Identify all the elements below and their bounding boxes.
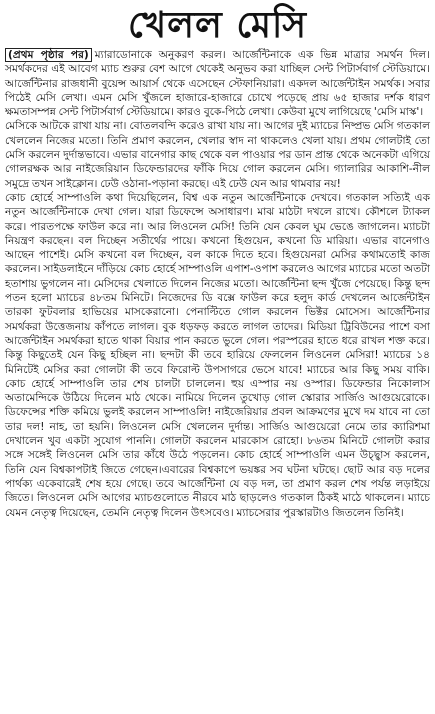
- article-paragraph: [5, 48, 430, 119]
- continued-from-front-page-label: (প্রথম পৃষ্ঠার পর): [5, 48, 92, 62]
- article-paragraph: মেসিকে আটকে রাখা যায় না। বোতলবন্দি করেও রাখা যায় না। আগের দুই ম্যাচের নিষ্প্রভ মেসি গতকাল খেললেন নিজের মতো। তিনি প্রমাণ করলেন, খেলার স্বাদ না থাকলেও খেলা যায়। প্রথম গোলটাই তো মেসি করলেন দুর্দান্তভাবে। এভার বানেগার কাছ থেকে বল পাওয়ার পর ডান প্রান্ত থেকে অনেকটা এগিয়ে গোলরক্ষক আর নাইজেরিয়ান ডিফেন্ডারদের ফাঁকি দিয়ে গোল করলেন মেসি। গ্যালারির আকাশি-নীল সমুদ্রে তখন সাইক্লোন। ঢেউ ওঠানা-পড়ানা করছে। এই ঢেউ যেন আর থামবার নয়!: [5, 120, 430, 190]
- paragraph-text: ম্যারাডোনাকে অনুকরণ করল। আর্জেন্টিনাকে এক ভিন্ন মাত্রার সমর্থন দিল। সমর্থকদের এই আবেগ ম্যাচ শুরুর বেশ আগে থেকেই অনুভব করা যাচ্ছিল সেন্ট পিটার্সবার্গ স্টেডিয়ামে। আর্জেন্টিনার রাজধানী বুয়েন্স আয়ার্স থেকে এসেছেন স্টেফানিয়ারা। একদল আর্জেন্টাইন সমর্থক। সবার পিঠেই মেসি লেখা। এমন মেসি খুঁজলে হাজারে-হাজারে চোখে পড়েছে প্রায় ৬৫ হাজার দর্শক ধারণ ক্ষমতাসম্পন্ন সেন্ট পিটার্সবার্গ স্টেডিয়ামে। কারও বুকে-পিঠে লেখা। কেউবা মুখে লাগিয়েছে 'মেসি মাস্ক'।: [5, 49, 430, 119]
- article-body: [5, 48, 430, 520]
- article-paragraph: কোচ হোর্হে সাম্পাওলি কথা দিয়েছিলেন, বিশ্ব এক নতুন আর্জেন্টিনাকে দেখবে। গতকাল সত্যিই এক নতুন আর্জেন্টিনাকে দেখা গেল। যারা ডিফেন্সে অসাধারণ। মাঝ মাঠটা দখলে রাখে। কৌশলে ট্যাকল করে। পারতপক্ষে ফাউল করে না। আর লিওনেল মেসি! তিনি যেন কেবল ঘুম ভেঙে জাগলেন। ম্যাচটা নিয়ন্ত্রণ করছেন। বল দিচ্ছেন সতীর্থের পায়ে। কখনো হিগুয়েন, কখনো ডি মারিয়া। এভার বানেগাও আছেন পাশেই। মেসি কখনো বল দিচ্ছেন, বল কাকে দিতে হবে। হিগুয়েনরা মেসির কথামতোই কাজ করলেন। সাইডলাইনে দাঁড়িয়ে কোচ হোর্হে সাম্পাওলি এপাশ-ওপাশ করলেও আগের ম্যাচের মতো অতটা হতাশায় ভুগলেন না। মেসিদের খেলাতে দিলেন নিজের মতো। আর্জেন্টিনা ছন্দ খুঁজে পেয়েছে। কিন্তু ছন্দ পতন হলো ম্যাচের ৪৮তম মিনিটে। নিজেদের ডি বক্সে ফাউল করে হলুদ কার্ড দেখলেন আর্জেন্টাইন তারকা ফুটবলার হাভিয়ের মাসকেরানো। পেনাল্টিতে গোল করলেন ভিক্টর মোসেস। আর্জেন্টিনার সমর্থকরা উত্তেজনায় কাঁপতে লাগল। বুক ধড়ফড় করতে লাগল তাদের। মিডিয়া ট্রিবিউনের পাশে বসা আর্জেন্টাইন সমর্থকরা হাতে থাকা বিয়ার পান করতে ভুলে গেল। পরস্পরের হাতে ধরে রাখল শক্ত করে। কিন্তু কিছুতেই যেন কিছু হচ্ছিল না। ছন্দটা কী তবে হারিয়ে ফেললেন লিওনেল মেসিরা! ম্যাচের ১৪ মিনিটেই মেসির করা গোলটা কী তবে ফিরোল্ট উপসাগরে ভেসে যাবে! ম্যাচের আর কিছু সময় বাকি। কোচ হোর্হে সাম্পাওলি তার শেষ চালটা চাললেন। হুয় এস্পার নয় ওস্পার। ডিফেন্ডার নিকোলাস অতামেন্দিকে উঠিয়ে দিলেন মাঠ থেকে। নামিয়ে দিলেন তুখোড় গোল স্কোরার সার্জিও আগুয়েরোকে। ডিফেন্সের শক্তি কমিয়ে ভুলই করলেন সাম্পাওলি! নাইজেরিয়ার প্রবল আক্রমণের মুখে দম যাবে না তো তার দল! নাহ, তা হয়নি। লিওনেল মেসি খেললেন দুর্দান্ত। সার্জিও আগুয়েরো নেমে তার ক্যারিশমা দেখালেন খুব একটা সুযোগ পাননি। গোলটা করলেন মারকোস রোহো। ৮৬তম মিনিটে গোলটা করার সঙ্গে সঙ্গেই লিওনেল মেসি তার কাঁধে উঠে পড়লেন। কোচ হোর্হে সাম্পাওলি এমন উচ্ছ্বাস করলেন, তিনি যেন বিশ্বকাপটাই জিতে গেছেন।এবারের বিশ্বকাপে ভয়ঙ্কর সব ঘটনা ঘটছে। ছোট আর বড় দলের পার্থক্য একেবারেই শেষ হয়ে গেছে। তবে আর্জেন্টিনা যে বড় দল, তা প্রমাণ করল শেষ পর্যন্ত লড়াইয়ে জিতে। লিওনেল মেসি আগের ম্যাচগুলোতে নীরবে মাঠ ছাড়লেও গতকাল ঠিকই মাঠে থাকলেন। ম্যাচে যেমন নেতৃত্ব দিয়েছেন, তেমনি নেতৃত্ব দিলেন উৎসবেও। ম্যাচসেরার পুরস্কারটাও জিতলেন তিনিই।: [5, 191, 430, 519]
- article-headline: খেলল মেসি: [127, 4, 308, 46]
